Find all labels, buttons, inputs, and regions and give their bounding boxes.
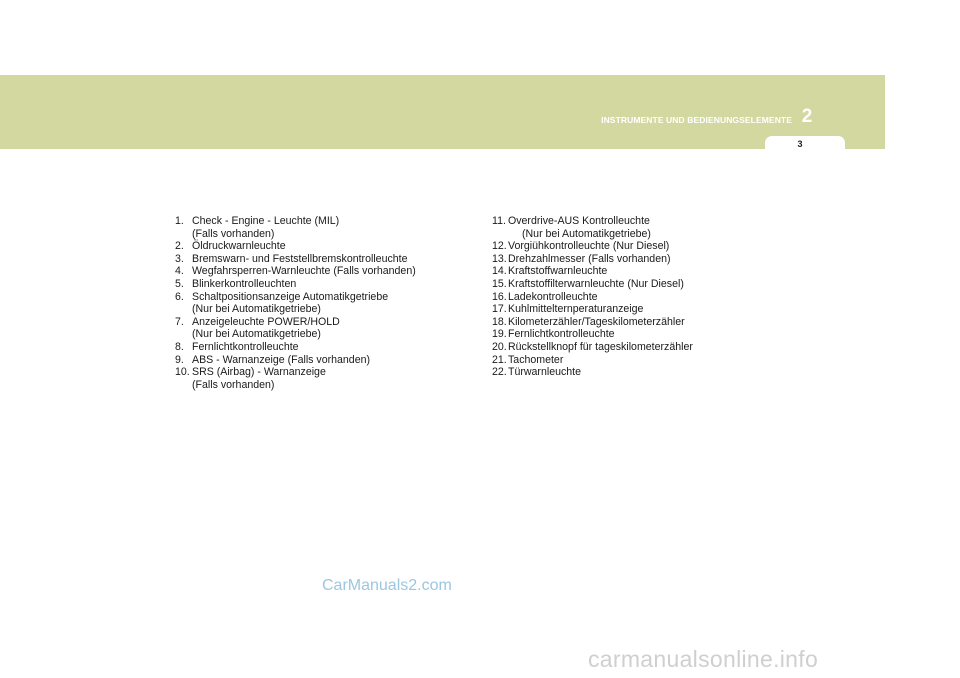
chapter-title: INSTRUMENTE UND BEDIENUNGSELEMENTE xyxy=(601,115,792,125)
legend-item: 9. ABS - Warnanzeige (Falls vorhanden) xyxy=(175,353,371,366)
legend-item: 17.Kuhlmittelternperaturanzeige xyxy=(492,303,644,316)
watermark-carmanualsonline: carmanualsonline.info xyxy=(588,646,819,672)
legend-item: 15.Kraftstoffilterwarnleuchte (Nur Diesel) xyxy=(492,277,684,290)
legend-item: 13.Drehzahlmesser (Falls vorhanden) xyxy=(492,252,671,265)
legend-item: 11. Overdrive-AUS Kontrolleuchte (Nur bei Automatikgetriebe) xyxy=(492,215,651,240)
legend-item: 7. Anzeigeleuchte POWER/HOLD (Nur bei Automatikgetriebe) xyxy=(175,315,340,341)
legend-item: 3. Bremswarn- und Feststellbremskontrolleuchte xyxy=(175,252,408,265)
page-number: 3 xyxy=(797,139,803,149)
legend-item: 20.Rückstellknopf für tageskilometerzähler xyxy=(492,340,693,353)
legend-item: 8. Fernlichtkontrolleuchte xyxy=(175,340,299,353)
legend-item: 21.Tachometer xyxy=(492,353,564,366)
legend-item: 5. Blinkerkontrolleuchten xyxy=(175,277,297,290)
legend-item: 22.Türwarnleuchte xyxy=(492,366,582,379)
legend-list-right xyxy=(492,215,792,379)
legend-item: 6. Schaltpositionsanzeige Automatikgetriebe (Nur bei Automatikgetriebe) xyxy=(175,290,389,316)
legend-item: 2. Öldruckwarnleuchte xyxy=(175,240,286,253)
legend-item: 10. SRS (Airbag) - Warnanzeige (Falls vorhanden) xyxy=(175,366,326,391)
legend-item: 14.Kraftstoffwarnleuchte xyxy=(492,265,608,278)
legend-item: 19.Fernlichtkontrolleuchte xyxy=(492,328,615,341)
legend-item: 18.Kilometerzähler/Tageskilometerzähler xyxy=(492,315,685,328)
watermark-carmanuals2: CarManuals2.com xyxy=(322,577,452,594)
legend-item: 12.Vorgiühkontrolleuchte (Nur Diesel) xyxy=(492,240,670,253)
chapter-header-band xyxy=(0,75,885,149)
legend-list-left xyxy=(175,215,475,391)
chapter-number: 2 xyxy=(801,106,813,127)
legend-item: 4. Wegfahrsperren-Warnleuchte (Falls vorhanden) xyxy=(175,265,416,278)
legend-item: 1. Check - Engine - Leuchte (MIL) (Falls vorhanden) xyxy=(175,215,340,240)
legend-item: 16.Ladekontrolleuchte xyxy=(492,290,598,303)
